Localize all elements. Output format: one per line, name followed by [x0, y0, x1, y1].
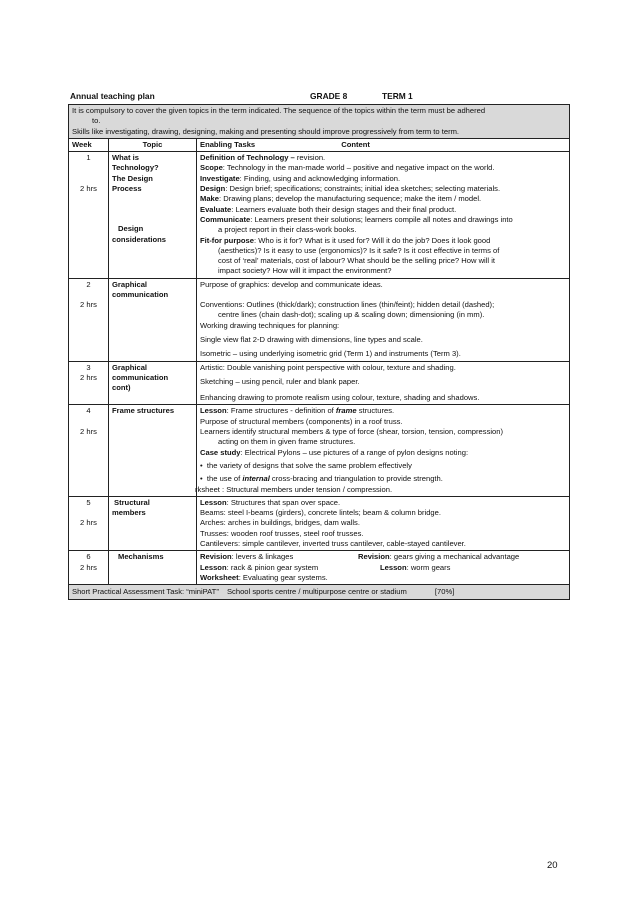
bullet-icon: • [200, 474, 203, 484]
content-cell [197, 551, 570, 585]
topic-line: Mechanisms [118, 552, 164, 562]
week-number: 3 [86, 362, 91, 372]
week-hours: 2 hrs [80, 562, 97, 572]
table-row [69, 152, 570, 279]
content-label: Design [200, 184, 226, 194]
content-text: : Structures that span over space. [226, 497, 341, 507]
content-text: Purpose of graphics: develop and communicate ideas. [200, 279, 383, 289]
plan-header [70, 91, 570, 103]
content-text: : rack & pinion gear system [226, 562, 319, 572]
col-week: Week [69, 138, 109, 151]
content-text: Working drawing techniques for planning: [200, 320, 340, 330]
content-text: Purpose of structural members (components) in a roof truss. [200, 416, 403, 426]
intro-line-1b: to. [92, 116, 101, 126]
topic-line: cont) [112, 383, 131, 393]
content-label: Worksheet [200, 572, 239, 582]
assessment-label: Short Practical Assessment Task: “miniPAT” [72, 587, 219, 597]
table-row [69, 405, 570, 496]
topic-cell [109, 551, 197, 585]
week-number: 2 [86, 279, 91, 289]
week-hours: 2 hrs [80, 372, 97, 382]
col-content: Content [341, 139, 370, 149]
assessment-weight: [70%] [434, 587, 455, 597]
content-label: Communicate [200, 214, 251, 224]
content-text: (aesthetics)? Is it easy to use (ergonomics)? Is it safe? Is it cost effective in terms of [218, 245, 500, 255]
content-label: Case study [200, 447, 241, 457]
content-text: : Finding, using and acknowledging information. [239, 173, 401, 183]
week-number: 6 [86, 552, 91, 562]
content-text: Artistic: Double vanishing point perspective with colour, texture and shading. [200, 362, 456, 372]
content-text: : Learners evaluate both their design stages and their final product. [231, 204, 457, 214]
content-emphasis: internal [242, 474, 270, 484]
content-label: Lesson [200, 562, 227, 572]
content-label: Evaluate [200, 204, 232, 214]
page-number: 20 [547, 860, 558, 871]
week-cell [69, 496, 109, 550]
topic-line: What is [112, 153, 140, 163]
topic-line: Structural [114, 497, 150, 507]
topic-line: Graphical [112, 362, 148, 372]
content-text: rksheet : Structural members under tension / compression. [195, 484, 393, 494]
week-number: 4 [86, 406, 91, 416]
topic-cell [109, 278, 197, 361]
content-text: : Drawing plans; develop the manufacturing sequence; make the item / model. [219, 194, 482, 204]
col-topic: Topic [109, 138, 197, 151]
content-text: Sketching – using pencil, ruler and blank paper. [200, 376, 360, 386]
content-text: : Frame structures - definition of [226, 406, 336, 416]
week-cell [69, 405, 109, 496]
week-cell [69, 551, 109, 585]
footer-row [69, 585, 570, 600]
content-text: : Technology in the man-made world – positive and negative impact on the world. [222, 163, 495, 173]
content-label: Lesson [380, 562, 407, 572]
table-row [69, 551, 570, 585]
topic-line: communication [112, 290, 169, 300]
plan-title: Annual teaching plan [70, 91, 155, 101]
content-text: : Evaluating gear systems. [238, 572, 328, 582]
content-text: revision. [294, 153, 326, 163]
content-text: impact society? How will it impact the environment? [218, 266, 392, 276]
content-text: Learners identify structural members & type of force (shear, torsion, tension, compression) [200, 427, 504, 437]
week-hours: 2 hrs [80, 518, 97, 528]
content-text: : Electrical Pylons – use pictures of a range of pylon designs noting: [240, 447, 469, 457]
table-row [69, 361, 570, 405]
topic-line: Process [112, 184, 142, 194]
content-text: : levers & linkages [231, 552, 294, 562]
content-text: Isometric – using underlying isometric grid (Term 1) and instruments (Term 3). [200, 349, 461, 359]
content-text: : worm gears [406, 562, 451, 572]
content-text: Conventions: Outlines (thick/dark); construction lines (thin/feint); hidden detail (dashed); [200, 300, 495, 310]
column-header-row [69, 138, 570, 151]
content-text: : Learners present their solutions; learners compile all notes and drawings into [250, 214, 513, 224]
content-text: centre lines (chain dash-dot); scaling up & scaling down; dimensioning (in mm). [218, 310, 485, 320]
bullet-icon: • [200, 460, 203, 470]
content-label: Revision [358, 552, 390, 562]
content-label: Definition of Technology – [200, 153, 295, 163]
col-content-heading [197, 138, 570, 151]
intro-line-1: It is compulsory to cover the given topics in the term indicated. The sequence of the topics within the term must be adhered [72, 106, 486, 115]
table-row [69, 278, 570, 361]
content-text: acting on them in given frame structures. [218, 437, 356, 447]
bullet-text: cross-bracing and triangulation to provide strength. [269, 474, 443, 484]
content-text: Trusses: wooden roof trusses, steel roof trusses. [200, 528, 364, 538]
topic-line: Graphical [112, 279, 148, 289]
topic-line: Design [118, 224, 144, 234]
content-label: Scope [200, 163, 223, 173]
content-text: : gears giving a mechanical advantage [389, 552, 520, 562]
content-cell [197, 405, 570, 496]
content-label: Lesson [200, 406, 227, 416]
assessment-task: School sports centre / multipurpose centre or stadium [226, 587, 407, 597]
content-label: Lesson [200, 497, 227, 507]
topic-cell [109, 496, 197, 550]
content-label: Make [200, 194, 219, 204]
grade-label: GRADE 8 [310, 91, 348, 101]
intro-row [69, 105, 570, 139]
teaching-plan-table [68, 104, 570, 600]
content-text: cost of ‘real’ materials, cost of labour? What should be the selling price? How will it [218, 256, 496, 266]
content-cell [197, 496, 570, 550]
content-label: Investigate [200, 173, 240, 183]
content-emphasis: frame [335, 406, 357, 416]
content-text: Arches: arches in buildings, bridges, dam walls. [200, 518, 360, 528]
week-cell [69, 361, 109, 405]
term-label: TERM 1 [382, 91, 413, 101]
topic-line: considerations [112, 234, 167, 244]
col-tasks: Enabling Tasks [200, 139, 256, 149]
topic-cell [109, 405, 197, 496]
week-cell [69, 152, 109, 279]
topic-cell [109, 152, 197, 279]
content-label: Revision [200, 552, 232, 562]
content-cell [197, 278, 570, 361]
table-row [69, 496, 570, 550]
content-text: Beams: steel I-beams (girders), concrete lintels; beam & column bridge. [200, 508, 441, 518]
week-hours: 2 hrs [80, 184, 97, 194]
content-text: Single view flat 2-D drawing with dimensions, line types and scale. [200, 334, 423, 344]
week-hours: 2 hrs [80, 300, 97, 310]
bullet-text: the use of [206, 474, 243, 484]
topic-line: members [112, 508, 146, 518]
content-cell [197, 361, 570, 405]
week-hours: 2 hrs [80, 426, 97, 436]
content-text: : Design brief; specifications; constraints; initial idea sketches; selecting materials. [225, 184, 501, 194]
content-text: Cantilevers: simple cantilever, inverted truss cantilever, cable-stayed cantilever. [200, 538, 466, 548]
intro-line-2: Skills like investigating, drawing, designing, making and presenting should improve progressively from term to term. [72, 126, 460, 136]
content-text: structures. [356, 406, 395, 416]
topic-line: The Design [112, 173, 153, 183]
week-cell [69, 278, 109, 361]
content-text: : Who is it for? What is it used for? Will it do the job? Does it look good [254, 235, 491, 245]
bullet-text: the variety of designs that solve the same problem effectively [206, 460, 412, 470]
week-number: 1 [86, 153, 91, 163]
week-number: 5 [86, 497, 91, 507]
content-text: Enhancing drawing to promote realism using colour, texture, shading and shadows. [200, 393, 480, 403]
content-label: Fit-for purpose [200, 235, 254, 245]
content-cell [197, 152, 570, 279]
content-text: a project report in their class-work books. [218, 225, 357, 235]
topic-cell [109, 361, 197, 405]
topic-line: communication [112, 372, 169, 382]
topic-line: Frame structures [112, 406, 175, 416]
topic-line: Technology? [112, 163, 159, 173]
